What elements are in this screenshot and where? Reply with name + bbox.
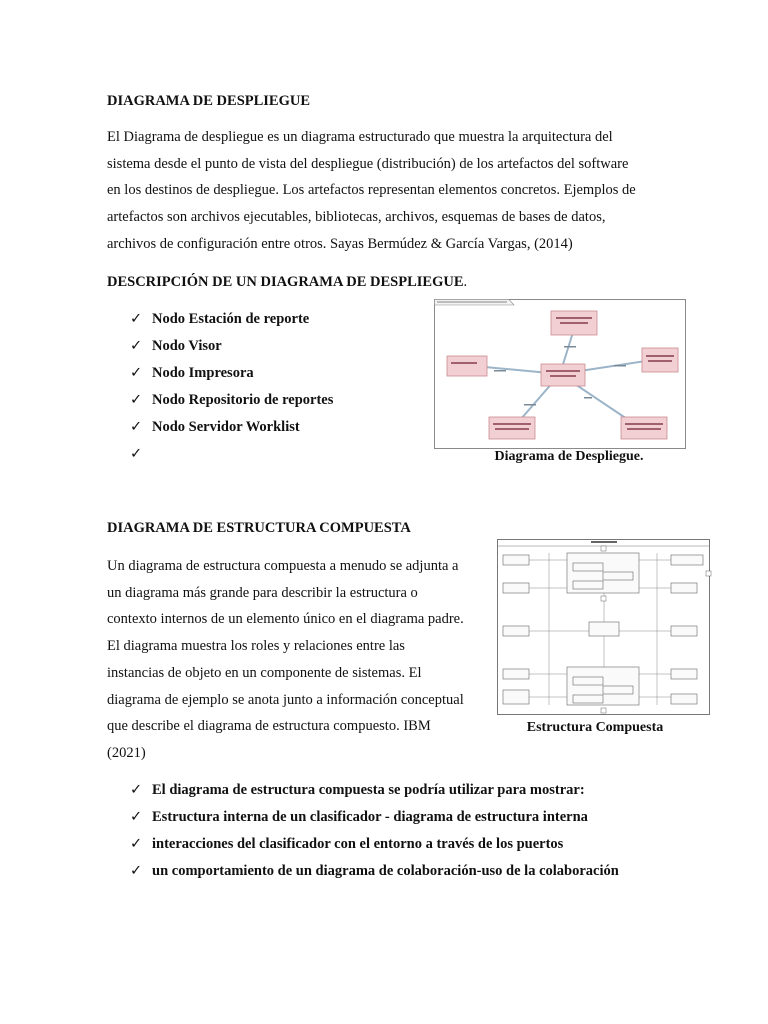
checkmark-icon: ✓ [130, 863, 143, 879]
checkmark-icon: ✓ [130, 809, 143, 825]
figure-caption-estructura: Estructura Compuesta [526, 720, 664, 735]
diagram-tab-text [437, 301, 507, 303]
paragraph-line: archivos de configuración entre otros. Sayas Bermúdez & García Vargas, (2014) [107, 235, 573, 252]
paragraph-line: artefactos son archivos ejecutables, bibliotecas, archivos, esquemas de bases de datos, [107, 209, 606, 226]
checkmark-icon: ✓ [130, 419, 143, 435]
diagram-title-text [591, 541, 617, 543]
paragraph-despliegue [107, 124, 667, 258]
list-item-text: Estructura interna de un clasificador - diagrama de estructura interna [152, 809, 588, 825]
heading-text: DESCRIPCIÓN DE UN DIAGRAMA DE DESPLIEGUE [107, 274, 464, 290]
checkmark-icon: ✓ [130, 782, 143, 798]
heading-suffix: . [463, 274, 468, 290]
deployment-diagram-figure [434, 299, 686, 449]
section-heading-despliegue: DIAGRAMA DE DESPLIEGUE [107, 93, 311, 109]
list-item [130, 863, 619, 890]
composite-structure-figure [497, 539, 714, 715]
list-item [130, 836, 619, 863]
list-item [130, 365, 333, 392]
paragraph-line: El Diagrama de despliegue es un diagrama estructurado que muestra la arquitectura del [107, 129, 613, 145]
list-item [130, 809, 619, 836]
list-item-text: un comportamiento de un diagrama de colaboración-uso de la colaboración [152, 863, 619, 879]
paragraph-line: instancias de objeto en un componente de sistemas. El [107, 664, 422, 681]
list-item-text: El diagrama de estructura compuesta se podría utilizar para mostrar: [152, 782, 585, 798]
checkmark-icon: ✓ [130, 446, 143, 462]
section-heading-descripcion [107, 274, 467, 291]
list-item [130, 782, 619, 809]
node-checklist [130, 311, 333, 473]
list-item [130, 311, 333, 338]
paragraph-line: que describe el diagrama de estructura compuesto. IBM [107, 718, 431, 735]
paragraph-line: (2021) [107, 744, 146, 761]
checkmark-icon: ✓ [130, 311, 143, 327]
checkmark-icon: ✓ [130, 338, 143, 354]
checkmark-icon: ✓ [130, 365, 143, 381]
deployment-diagram-image [434, 299, 686, 449]
list-item-text: Nodo Repositorio de reportes [152, 392, 334, 408]
section-heading-estructura: DIAGRAMA DE ESTRUCTURA COMPUESTA [107, 520, 411, 536]
list-item-text: interacciones del clasificador con el entorno a través de los puertos [152, 836, 564, 852]
paragraph-line: en los destinos de despliegue. Los artefactos representan elementos concretos. Ejemplos de [107, 182, 636, 199]
list-item [130, 446, 333, 473]
checkmark-icon: ✓ [130, 392, 143, 408]
paragraph-line: contexto internos de un elemento único en el diagrama padre. [107, 611, 464, 628]
figure-caption-despliegue: Diagrama de Despliegue. [494, 449, 644, 464]
list-item-text: Nodo Servidor Worklist [152, 419, 300, 435]
paragraph-estructura [107, 553, 487, 767]
list-item-text: Nodo Visor [152, 338, 222, 354]
paragraph-line: un diagrama más grande para describir la estructura o [107, 584, 418, 601]
checkmark-icon: ✓ [130, 836, 143, 852]
list-item-text: Nodo Impresora [152, 365, 254, 381]
list-item-text: Nodo Estación de reporte [152, 311, 310, 327]
composite-structure-image [497, 539, 714, 715]
list-item [130, 392, 333, 419]
list-item [130, 419, 333, 446]
paragraph-line: diagrama de ejemplo se anota junto a información conceptual [107, 691, 464, 708]
paragraph-line: Un diagrama de estructura compuesta a menudo se adjunta a [107, 558, 459, 574]
list-item [130, 338, 333, 365]
usage-checklist [130, 782, 619, 890]
paragraph-line: El diagrama muestra los roles y relaciones entre las [107, 638, 405, 655]
paragraph-line: sistema desde el punto de vista del despliegue (distribución) de los artefactos del software [107, 155, 629, 172]
